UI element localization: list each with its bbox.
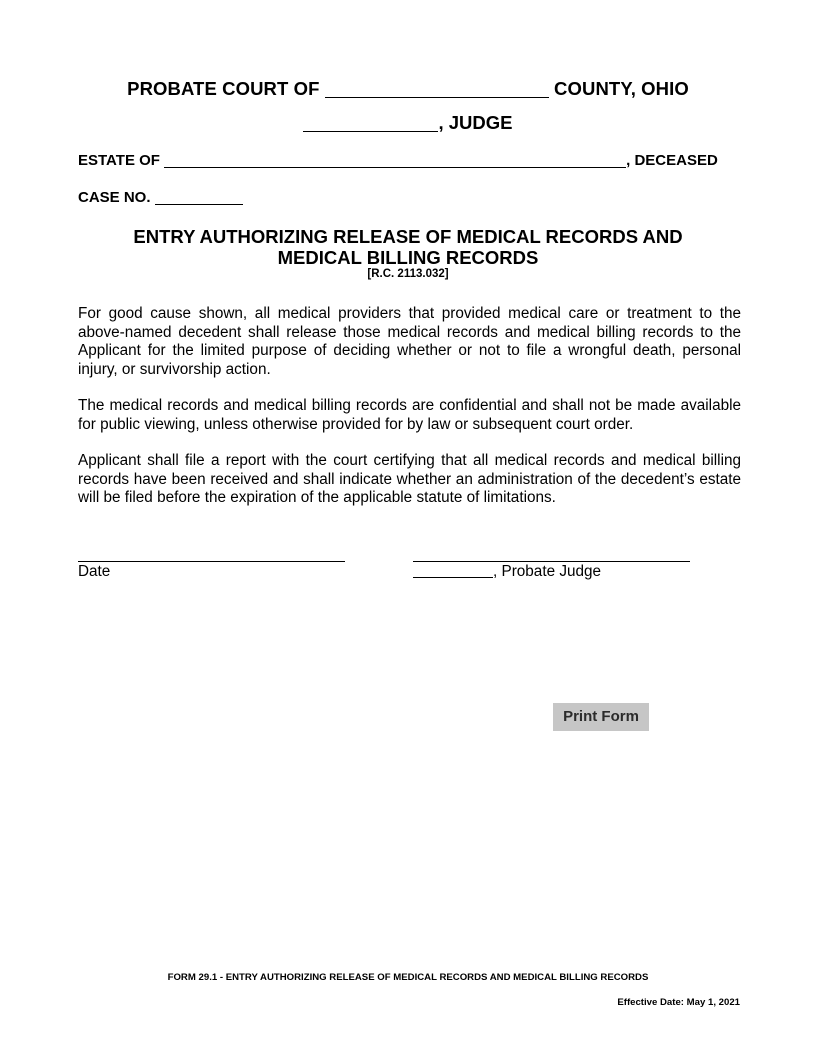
- court-prefix: PROBATE COURT OF: [127, 78, 320, 99]
- case-number-field[interactable]: [155, 189, 243, 205]
- statute-citation: [R.C. 2113.032]: [367, 268, 449, 280]
- court-heading: [0, 78, 816, 100]
- county-name-field[interactable]: [325, 79, 549, 98]
- judge-suffix: , JUDGE: [438, 112, 513, 133]
- body-paragraph-3: Applicant shall file a report with the court certifying that all medical records and medical billing records have been received and shall indicate whether an administration of the decedent’s estate will be filed before the expiration of the applicable statute of limitations.: [78, 452, 741, 506]
- effective-date: Effective Date: May 1, 2021: [617, 997, 740, 1008]
- judge-heading: [0, 112, 816, 134]
- form-title-line1: ENTRY AUTHORIZING RELEASE OF MEDICAL RECORDS AND: [133, 226, 683, 247]
- estate-prefix: ESTATE OF: [78, 152, 160, 169]
- date-signature-line[interactable]: [78, 561, 345, 562]
- judge-name-field[interactable]: [303, 113, 438, 132]
- form-title: [0, 226, 816, 268]
- decedent-name-field[interactable]: [164, 152, 626, 168]
- form-title-line2: MEDICAL BILLING RECORDS: [277, 247, 539, 268]
- court-suffix: COUNTY, OHIO: [554, 78, 689, 99]
- estate-caption: [78, 152, 738, 169]
- date-label: Date: [78, 563, 111, 580]
- case-prefix: CASE NO.: [78, 189, 151, 206]
- probate-judge-suffix: , Probate Judge: [493, 563, 602, 580]
- footer-form-title: FORM 29.1 - ENTRY AUTHORIZING RELEASE OF MEDICAL RECORDS AND MEDICAL BILLING RECORDS: [167, 972, 649, 983]
- judge-signature-line[interactable]: [413, 561, 690, 562]
- probate-judge-label: [413, 563, 601, 581]
- case-number-caption: [78, 189, 243, 206]
- body-paragraph-2: The medical records and medical billing records are confidential and shall not be made available for public viewing, unless otherwise provided for by law or subsequent court order.: [78, 397, 741, 433]
- probate-judge-name-field[interactable]: [413, 563, 493, 578]
- estate-suffix: , DECEASED: [626, 152, 718, 169]
- print-form-button[interactable]: Print Form: [553, 703, 649, 731]
- body-paragraph-1: For good cause shown, all medical providers that provided medical care or treatment to the above-named decedent shall release those medical records and medical billing records to the Applicant for the limited purpose of deciding whether or not to file a wrongful death, personal injury, or survivorship action.: [78, 305, 741, 378]
